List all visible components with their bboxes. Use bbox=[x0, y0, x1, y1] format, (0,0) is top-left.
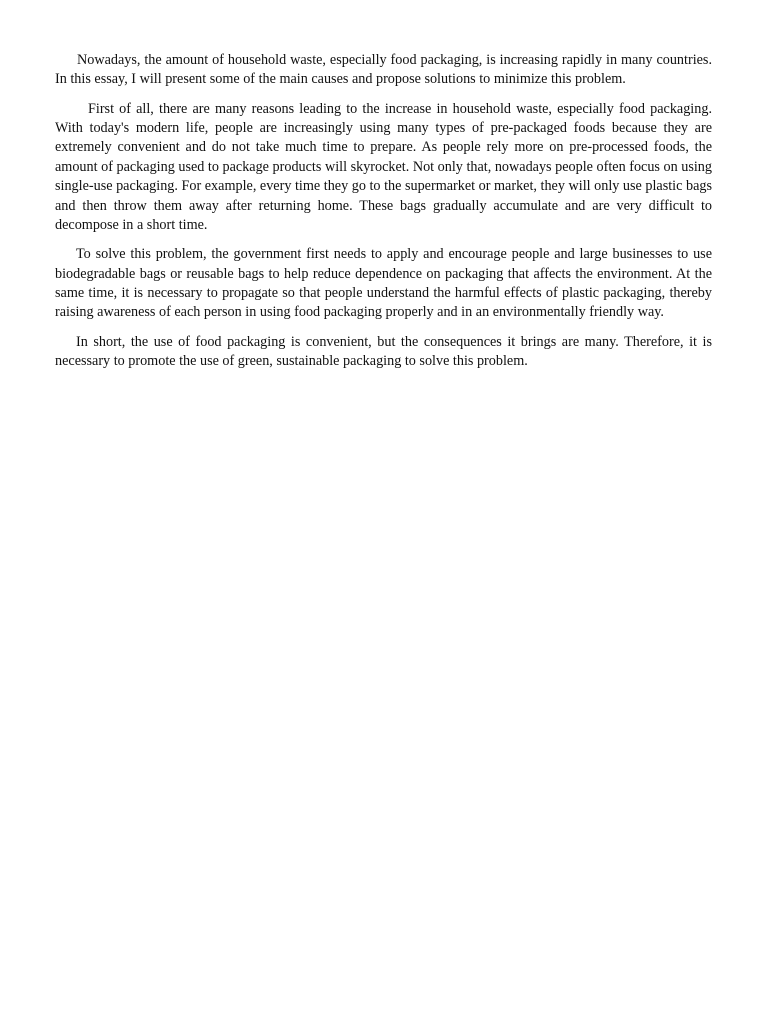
essay-body bbox=[55, 51, 712, 381]
paragraph-solutions: To solve this problem, the government first needs to apply and encourage people and large businesses to use biodegradable bags or reusable bags to help reduce dependence on packaging that affects the environment. At the same time, it is necessary to propagate so that people understand the harmful effects of plastic packaging, thereby raising awareness of each person in using food packaging properly and in an environmentally friendly way. bbox=[55, 246, 712, 321]
paragraph-conclusion: In short, the use of food packaging is convenient, but the consequences it brings are many. Therefore, it is necessary to promote the use of green, sustainable packaging to solve this problem. bbox=[55, 333, 712, 370]
paragraph-introduction: Nowadays, the amount of household waste, especially food packaging, is increasing rapidly in many countries. In this essay, I will present some of the main causes and propose solutions to minimize this problem. bbox=[55, 52, 712, 88]
paragraph-causes: First of all, there are many reasons leading to the increase in household waste, especially food packaging. With today's modern life, people are increasingly using many types of pre-packaged foods because they are extremely convenient and do not take much time to prepare. As people rely more on pre-processed foods, the amount of packaging used to package products will skyrocket. Not only that, nowadays people often focus on using single-use packaging. For example, every time they go to the supermarket or market, they will only use plastic bags and then throw them away after returning home. These bags gradually accumulate and are very difficult to decompose in a short time. bbox=[55, 100, 712, 234]
